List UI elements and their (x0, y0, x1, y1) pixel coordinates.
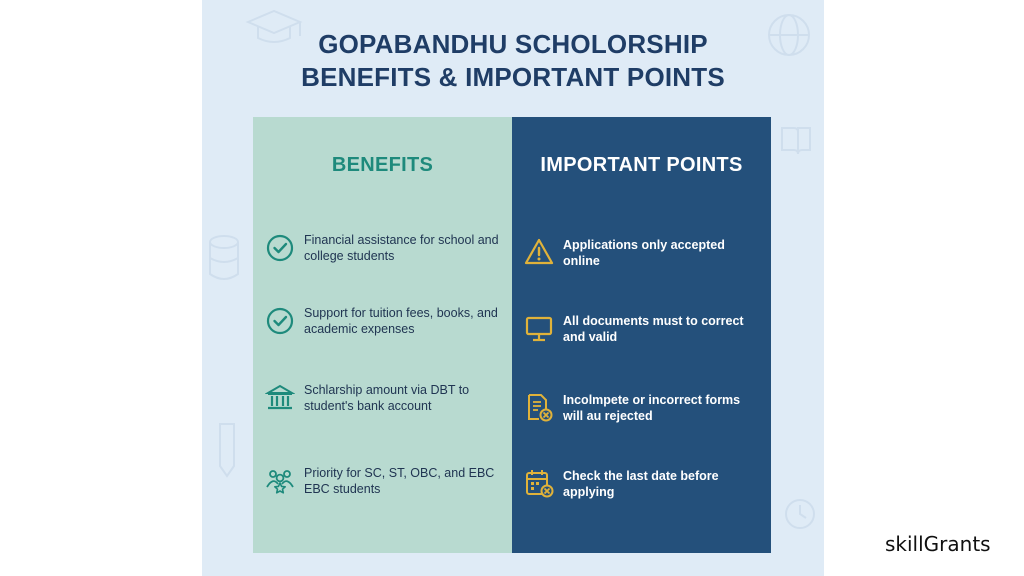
coin-stack-icon (204, 232, 244, 288)
point-item (512, 392, 771, 442)
book-icon (776, 120, 816, 160)
title-line-2: BENEFITS & IMPORTANT POINTS (301, 62, 725, 92)
brand-logo-text: skillGrants (885, 532, 991, 556)
benefit-text: Priority for SC, ST, OBC, and EBC EBC students (304, 466, 495, 496)
bank-icon (265, 382, 295, 412)
monitor-icon (524, 313, 554, 343)
benefits-heading: BENEFITS (331, 154, 434, 176)
benefit-item (253, 382, 512, 432)
benefit-text: Support for tuition fees, books, and academic expenses (304, 306, 498, 336)
people-group-icon (265, 465, 295, 495)
point-item (512, 237, 771, 287)
point-item (512, 313, 771, 363)
page-title (202, 28, 824, 94)
point-text: Applications only accepted online (563, 238, 725, 268)
check-circle-icon (265, 232, 295, 262)
benefit-text: Schlarship amount via DBT to student's bank account (304, 383, 470, 413)
benefit-item (253, 465, 512, 515)
point-text: All documents must to correct and valid (563, 314, 744, 344)
clock-icon (782, 496, 818, 532)
point-item (512, 468, 771, 518)
benefit-item (253, 232, 512, 282)
check-circle-icon (265, 305, 295, 335)
point-text: Check the last date before applying (563, 469, 719, 499)
important-points-panel (512, 117, 771, 553)
important-points-heading: IMPORTANT POINTS (540, 154, 743, 176)
warning-triangle-icon (524, 237, 554, 267)
title-line-1: GOPABANDHU SCHOLORSHIP (318, 29, 708, 59)
scholarship-infographic (202, 0, 824, 576)
point-text: Incolmpete or incorrect forms will au rejected (563, 393, 741, 423)
benefit-item (253, 305, 512, 355)
rejected-document-icon (524, 392, 554, 422)
benefits-panel (253, 117, 512, 553)
benefit-text: Financial assistance for school and college students (304, 233, 499, 263)
pencil-icon (210, 420, 244, 480)
calendar-icon (524, 468, 554, 498)
